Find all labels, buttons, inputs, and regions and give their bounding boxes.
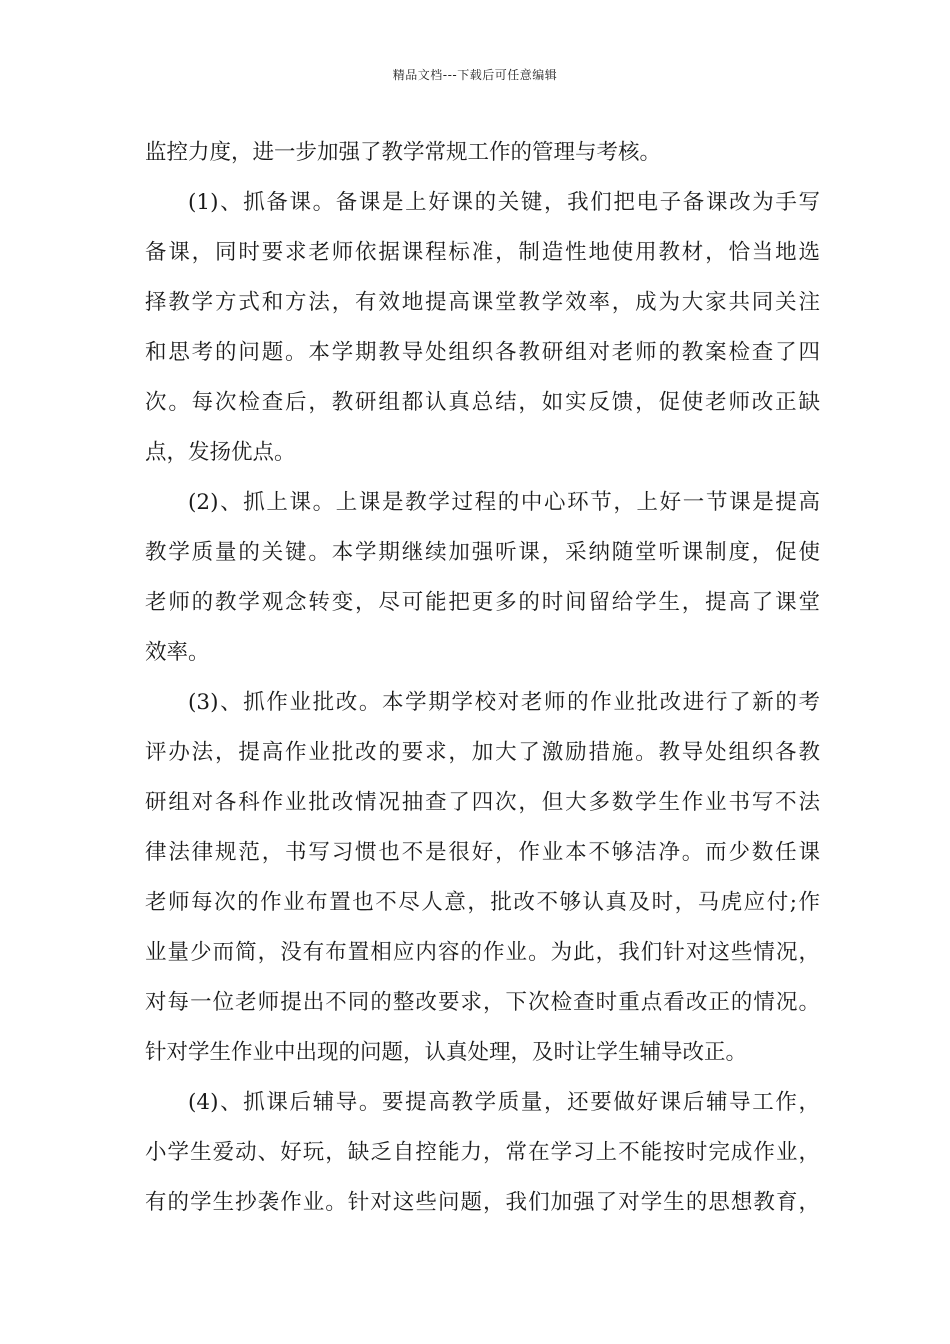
paragraph-continuation: [145, 128, 820, 178]
text-line: 次。每次检查后，教研组都认真总结，如实反馈，促使老师改正缺: [145, 390, 820, 415]
text-line: 择教学方式和方法，有效地提高课堂教学效率，成为大家共同关注: [145, 290, 820, 315]
document-body: [145, 128, 820, 1228]
text-line: 备课，同时要求老师依据课程标准，制造性地使用教材，恰当地选: [145, 240, 820, 265]
text-line: 教学质量的关键。本学期继续加强听课，采纳随堂听课制度，促使: [145, 540, 820, 565]
page-header: 精品文档---下载后可任意编辑: [392, 68, 558, 82]
text-line: 老师的教学观念转变，尽可能把更多的时间留给学生，提高了课堂: [145, 590, 820, 615]
text-line: 小学生爱动、好玩，缺乏自控能力，常在学习上不能按时完成作业，: [145, 1140, 820, 1165]
text-line: 业量少而简，没有布置相应内容的作业。为此，我们针对这些情况，: [145, 940, 820, 965]
paragraph-teaching: [145, 478, 820, 678]
text-line: (3)、抓作业批改。本学期学校对老师的作业批改进行了新的考: [188, 690, 820, 715]
paragraph-after-class-tutoring: [145, 1078, 820, 1228]
paragraph-prepare-lessons: [145, 178, 820, 478]
text-line: 监控力度，进一步加强了教学常规工作的管理与考核。: [145, 140, 662, 165]
paragraph-homework-correction: [145, 678, 820, 1078]
text-line: (4)、抓课后辅导。要提高教学质量，还要做好课后辅导工作，: [188, 1090, 820, 1115]
text-line: 老师每次的作业布置也不尽人意，批改不够认真及时，马虎应付;作: [145, 890, 820, 915]
text-line: (1)、抓备课。备课是上好课的关键，我们把电子备课改为手写: [188, 190, 820, 215]
text-line: 效率。: [145, 640, 210, 665]
text-line: 针对学生作业中出现的问题，认真处理，及时让学生辅导改正。: [145, 1040, 748, 1065]
text-line: 和思考的问题。本学期教导处组织各教研组对老师的教案检查了四: [145, 340, 820, 365]
text-line: 点，发扬优点。: [145, 440, 296, 465]
text-line: 律法律规范，书写习惯也不是很好，作业本不够洁净。而少数任课: [145, 840, 820, 865]
text-line: 对每一位老师提出不同的整改要求，下次检查时重点看改正的情况。: [145, 990, 820, 1015]
text-line: (2)、抓上课。上课是教学过程的中心环节，上好一节课是提高: [188, 490, 820, 515]
text-line: 有的学生抄袭作业。针对这些问题，我们加强了对学生的思想教育，: [145, 1190, 820, 1215]
text-line: 评办法，提高作业批改的要求，加大了激励措施。教导处组织各教: [145, 740, 820, 765]
text-line: 研组对各科作业批改情况抽查了四次，但大多数学生作业书写不法: [145, 790, 820, 815]
